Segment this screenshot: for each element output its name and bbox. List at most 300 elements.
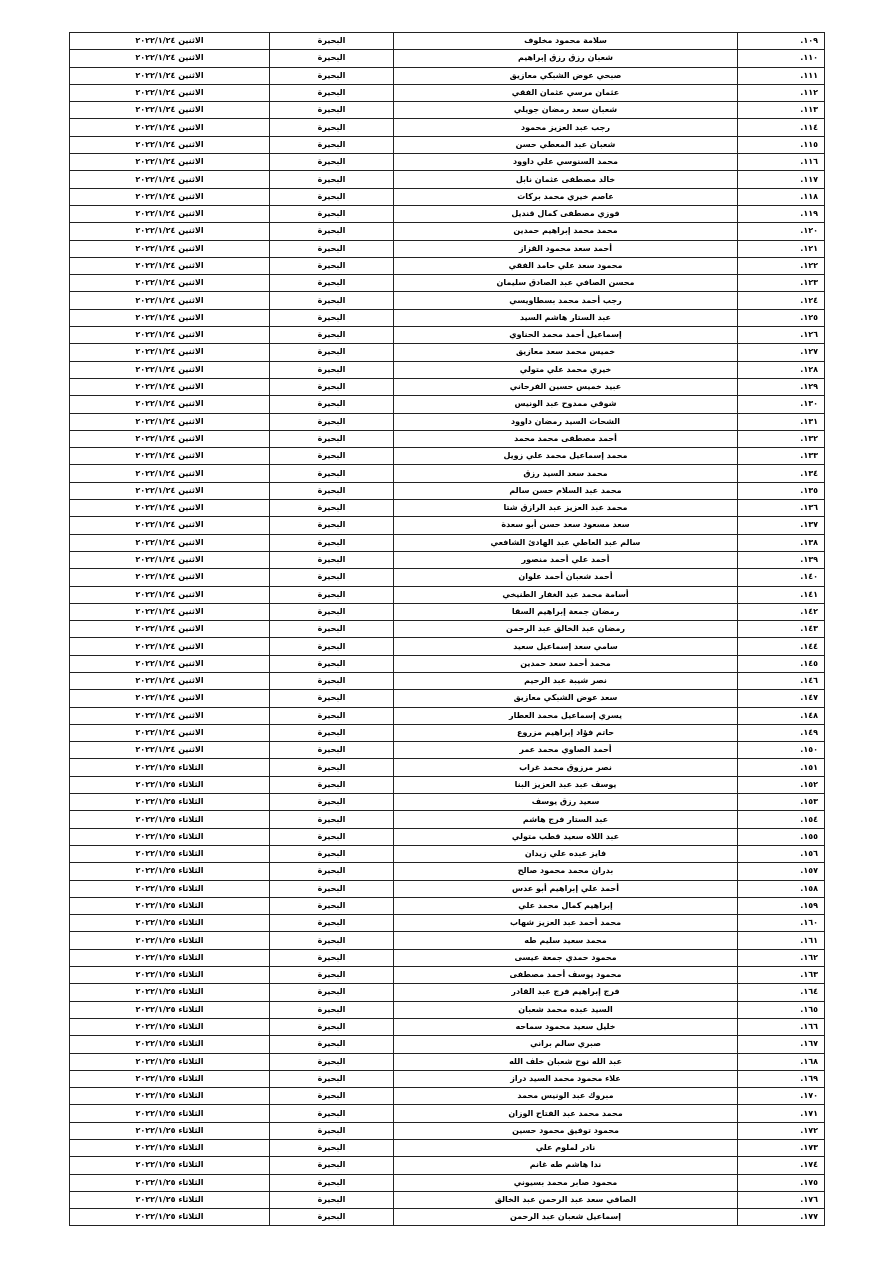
governorate-cell: البحيرة: [270, 257, 394, 274]
serial-number-cell: ١٦٩.: [738, 1070, 825, 1087]
governorate-cell: البحيرة: [270, 534, 394, 551]
governorate-cell: البحيرة: [270, 569, 394, 586]
table-row: [70, 551, 825, 568]
table-row: [70, 448, 825, 465]
date-cell: الثلاثاء ٢٠٢٢/١/٢٥: [70, 1053, 270, 1070]
serial-number-cell: ١٣١.: [738, 413, 825, 430]
serial-number-cell: ١٤١.: [738, 586, 825, 603]
date-cell: الاثنين ٢٠٢٢/١/٢٤: [70, 102, 270, 119]
serial-number-cell: ١٥٧.: [738, 863, 825, 880]
governorate-cell: البحيرة: [270, 344, 394, 361]
table-row: [70, 67, 825, 84]
name-cell: نادر لملوم علي: [394, 1140, 738, 1157]
table-row: [70, 396, 825, 413]
name-cell: يسري إسماعيل محمد العطار: [394, 707, 738, 724]
serial-number-cell: ١٦٤.: [738, 984, 825, 1001]
name-cell: محمد السنوسي علي داوود: [394, 154, 738, 171]
date-cell: الاثنين ٢٠٢٢/١/٢٤: [70, 724, 270, 741]
governorate-cell: البحيرة: [270, 171, 394, 188]
name-cell: شعبان عبد المعطي حسن: [394, 136, 738, 153]
name-cell: عبد الله نوح شعبان خلف الله: [394, 1053, 738, 1070]
date-cell: الاثنين ٢٠٢٢/١/٢٤: [70, 396, 270, 413]
governorate-cell: البحيرة: [270, 136, 394, 153]
serial-number-cell: ١٢٨.: [738, 361, 825, 378]
name-cell: محسن الصافي عبد الصادق سليمان: [394, 275, 738, 292]
date-cell: الاثنين ٢٠٢٢/١/٢٤: [70, 50, 270, 67]
table-row: [70, 136, 825, 153]
governorate-cell: البحيرة: [270, 465, 394, 482]
date-cell: الثلاثاء ٢٠٢٢/١/٢٥: [70, 1070, 270, 1087]
table-row: [70, 33, 825, 50]
table-row: [70, 500, 825, 517]
date-cell: الثلاثاء ٢٠٢٢/١/٢٥: [70, 1140, 270, 1157]
table-row: [70, 378, 825, 395]
date-cell: الاثنين ٢٠٢٢/١/٢٤: [70, 84, 270, 101]
serial-number-cell: ١٣٣.: [738, 448, 825, 465]
serial-number-cell: ١٦٧.: [738, 1036, 825, 1053]
table-row: [70, 154, 825, 171]
table-row: [70, 50, 825, 67]
date-cell: الاثنين ٢٠٢٢/١/٢٤: [70, 465, 270, 482]
serial-number-cell: ١٣٠.: [738, 396, 825, 413]
date-cell: الاثنين ٢٠٢٢/١/٢٤: [70, 136, 270, 153]
name-cell: بدران محمد محمود صالح: [394, 863, 738, 880]
name-cell: محمد عبد العزيز عبد الرازق شتا: [394, 500, 738, 517]
table-row: [70, 257, 825, 274]
name-cell: محمد إسماعيل محمد علي زويل: [394, 448, 738, 465]
date-cell: الثلاثاء ٢٠٢٢/١/٢٥: [70, 759, 270, 776]
date-cell: الثلاثاء ٢٠٢٢/١/٢٥: [70, 1174, 270, 1191]
serial-number-cell: ١٣٨.: [738, 534, 825, 551]
name-cell: نصر مرزوق محمد غراب: [394, 759, 738, 776]
serial-number-cell: ١٤٢.: [738, 603, 825, 620]
table-row: [70, 1036, 825, 1053]
table-row: [70, 205, 825, 222]
serial-number-cell: ١٥٦.: [738, 845, 825, 862]
table-row: [70, 327, 825, 344]
table-row: [70, 1174, 825, 1191]
date-cell: الاثنين ٢٠٢٢/١/٢٤: [70, 586, 270, 603]
table-row: [70, 171, 825, 188]
governorate-cell: البحيرة: [270, 724, 394, 741]
date-cell: الثلاثاء ٢٠٢٢/١/٢٥: [70, 1018, 270, 1035]
governorate-cell: البحيرة: [270, 1191, 394, 1208]
table-row: [70, 742, 825, 759]
table-row: [70, 690, 825, 707]
governorate-cell: البحيرة: [270, 967, 394, 984]
serial-number-cell: ١٢٥.: [738, 309, 825, 326]
name-cell: الصافي سعد عبد الرحمن عبد الخالق: [394, 1191, 738, 1208]
date-cell: الاثنين ٢٠٢٢/١/٢٤: [70, 690, 270, 707]
table-row: [70, 880, 825, 897]
governorate-cell: البحيرة: [270, 309, 394, 326]
serial-number-cell: ١٦٦.: [738, 1018, 825, 1035]
name-cell: عبد الستار فرج هاشم: [394, 811, 738, 828]
governorate-cell: البحيرة: [270, 828, 394, 845]
date-cell: الاثنين ٢٠٢٢/١/٢٤: [70, 188, 270, 205]
governorate-cell: البحيرة: [270, 517, 394, 534]
name-cell: محمد سعد السيد رزق: [394, 465, 738, 482]
name-cell: أحمد الصاوي محمد عمر: [394, 742, 738, 759]
governorate-cell: البحيرة: [270, 690, 394, 707]
date-cell: الثلاثاء ٢٠٢٢/١/٢٥: [70, 932, 270, 949]
name-cell: محمد أحمد عبد العزيز شهاب: [394, 915, 738, 932]
governorate-cell: البحيرة: [270, 949, 394, 966]
date-cell: الثلاثاء ٢٠٢٢/١/٢٥: [70, 949, 270, 966]
date-cell: الاثنين ٢٠٢٢/١/٢٤: [70, 119, 270, 136]
table-row: [70, 517, 825, 534]
serial-number-cell: ١٤٤.: [738, 638, 825, 655]
name-cell: خليل سعيد محمود سماحه: [394, 1018, 738, 1035]
name-cell: محمود حمدي جمعة عيسى: [394, 949, 738, 966]
table-row: [70, 984, 825, 1001]
date-cell: الثلاثاء ٢٠٢٢/١/٢٥: [70, 880, 270, 897]
name-cell: سعد مسعود سعد حسن أبو سعدة: [394, 517, 738, 534]
date-cell: الثلاثاء ٢٠٢٢/١/٢٥: [70, 1122, 270, 1139]
governorate-cell: البحيرة: [270, 102, 394, 119]
governorate-cell: البحيرة: [270, 119, 394, 136]
serial-number-cell: ١٣٥.: [738, 482, 825, 499]
date-cell: الثلاثاء ٢٠٢٢/١/٢٥: [70, 1209, 270, 1226]
name-cell: محمد سعيد سليم طه: [394, 932, 738, 949]
date-cell: الاثنين ٢٠٢٢/١/٢٤: [70, 361, 270, 378]
governorate-cell: البحيرة: [270, 1001, 394, 1018]
governorate-cell: البحيرة: [270, 863, 394, 880]
name-cell: فايز عبده علي زيدان: [394, 845, 738, 862]
date-cell: الاثنين ٢٠٢٢/١/٢٤: [70, 500, 270, 517]
governorate-cell: البحيرة: [270, 188, 394, 205]
serial-number-cell: ١٧٥.: [738, 1174, 825, 1191]
table-row: [70, 1001, 825, 1018]
table-row: [70, 1140, 825, 1157]
serial-number-cell: ١١٩.: [738, 205, 825, 222]
serial-number-cell: ١٢٦.: [738, 327, 825, 344]
table-row: [70, 1122, 825, 1139]
date-cell: الثلاثاء ٢٠٢٢/١/٢٥: [70, 1036, 270, 1053]
name-cell: صبحي عوض الشبكي معازيق: [394, 67, 738, 84]
table-row: [70, 569, 825, 586]
table-row: [70, 967, 825, 984]
name-cell: سامي سعد إسماعيل سعيد: [394, 638, 738, 655]
name-cell: علاء محمود محمد السيد دراز: [394, 1070, 738, 1087]
table-row: [70, 621, 825, 638]
governorate-cell: البحيرة: [270, 707, 394, 724]
name-cell: سعد عوض الشبكي معازيق: [394, 690, 738, 707]
date-cell: الاثنين ٢٠٢٢/١/٢٤: [70, 707, 270, 724]
name-cell: مبروك عبد الونيس محمد: [394, 1088, 738, 1105]
name-cell: محمد أحمد سعد حمدين: [394, 655, 738, 672]
table-row: [70, 586, 825, 603]
serial-number-cell: ١١٤.: [738, 119, 825, 136]
governorate-cell: البحيرة: [270, 1105, 394, 1122]
serial-number-cell: ١٢١.: [738, 240, 825, 257]
governorate-cell: البحيرة: [270, 672, 394, 689]
serial-number-cell: ١١١.: [738, 67, 825, 84]
date-cell: الاثنين ٢٠٢٢/١/٢٤: [70, 309, 270, 326]
serial-number-cell: ١١٥.: [738, 136, 825, 153]
name-cell: خميس محمد سعد معازيق: [394, 344, 738, 361]
governorate-cell: البحيرة: [270, 845, 394, 862]
name-cell: السيد عبده محمد شعبان: [394, 1001, 738, 1018]
table-row: [70, 482, 825, 499]
governorate-cell: البحيرة: [270, 205, 394, 222]
table-row: [70, 84, 825, 101]
governorate-cell: البحيرة: [270, 1036, 394, 1053]
serial-number-cell: ١٢٧.: [738, 344, 825, 361]
name-cell: حاتم فؤاد إبراهيم مزروع: [394, 724, 738, 741]
date-cell: الثلاثاء ٢٠٢٢/١/٢٥: [70, 897, 270, 914]
serial-number-cell: ١٢٠.: [738, 223, 825, 240]
governorate-cell: البحيرة: [270, 84, 394, 101]
table-row: [70, 672, 825, 689]
table-row: [70, 1018, 825, 1035]
table-row: [70, 776, 825, 793]
date-cell: الاثنين ٢٠٢٢/١/٢٤: [70, 603, 270, 620]
date-cell: الاثنين ٢٠٢٢/١/٢٤: [70, 344, 270, 361]
date-cell: الاثنين ٢٠٢٢/١/٢٤: [70, 154, 270, 171]
date-cell: الثلاثاء ٢٠٢٢/١/٢٥: [70, 776, 270, 793]
serial-number-cell: ١٤٨.: [738, 707, 825, 724]
date-cell: الثلاثاء ٢٠٢٢/١/٢٥: [70, 1088, 270, 1105]
table-row: [70, 534, 825, 551]
date-cell: الثلاثاء ٢٠٢٢/١/٢٥: [70, 967, 270, 984]
name-cell: فوزي مصطفى كمال قنديل: [394, 205, 738, 222]
name-cell: إسماعيل شعبان عبد الرحمن: [394, 1209, 738, 1226]
table-row: [70, 292, 825, 309]
date-cell: الاثنين ٢٠٢٢/١/٢٤: [70, 33, 270, 50]
date-cell: الثلاثاء ٢٠٢٢/١/٢٥: [70, 1157, 270, 1174]
serial-number-cell: ١٥٠.: [738, 742, 825, 759]
table-row: [70, 240, 825, 257]
governorate-cell: البحيرة: [270, 223, 394, 240]
governorate-cell: البحيرة: [270, 586, 394, 603]
table-row: [70, 915, 825, 932]
name-cell: إسماعيل أحمد محمد الحناوي: [394, 327, 738, 344]
table-row: [70, 828, 825, 845]
date-cell: الاثنين ٢٠٢٢/١/٢٤: [70, 534, 270, 551]
table-row: [70, 949, 825, 966]
table-row: [70, 361, 825, 378]
table-row: [70, 275, 825, 292]
name-cell: رمضان جمعة إبراهيم السقا: [394, 603, 738, 620]
name-cell: محمود يوسف أحمد مصطفى: [394, 967, 738, 984]
name-cell: شوقي ممدوح عبد الونيس: [394, 396, 738, 413]
table-row: [70, 932, 825, 949]
serial-number-cell: ١٤٦.: [738, 672, 825, 689]
governorate-cell: البحيرة: [270, 1209, 394, 1226]
table-row: [70, 102, 825, 119]
governorate-cell: البحيرة: [270, 240, 394, 257]
name-cell: الشحات السيد رمضان داوود: [394, 413, 738, 430]
date-cell: الثلاثاء ٢٠٢٢/١/٢٥: [70, 845, 270, 862]
name-cell: خالد مصطفى عثمان نابل: [394, 171, 738, 188]
date-cell: الاثنين ٢٠٢٢/١/٢٤: [70, 292, 270, 309]
governorate-cell: البحيرة: [270, 378, 394, 395]
governorate-cell: البحيرة: [270, 915, 394, 932]
serial-number-cell: ١٣٧.: [738, 517, 825, 534]
date-cell: الاثنين ٢٠٢٢/١/٢٤: [70, 223, 270, 240]
governorate-cell: البحيرة: [270, 327, 394, 344]
serial-number-cell: ١١٢.: [738, 84, 825, 101]
date-cell: الاثنين ٢٠٢٢/١/٢٤: [70, 655, 270, 672]
name-cell: محمد عبد السلام حسن سالم: [394, 482, 738, 499]
serial-number-cell: ١٧٤.: [738, 1157, 825, 1174]
date-cell: الثلاثاء ٢٠٢٢/١/٢٥: [70, 811, 270, 828]
date-cell: الاثنين ٢٠٢٢/١/٢٤: [70, 171, 270, 188]
serial-number-cell: ١٤٠.: [738, 569, 825, 586]
serial-number-cell: ١٥٩.: [738, 897, 825, 914]
name-cell: شعبان رزق رزق إبراهيم: [394, 50, 738, 67]
table-row: [70, 1070, 825, 1087]
serial-number-cell: ١٣٤.: [738, 465, 825, 482]
serial-number-cell: ١٦٠.: [738, 915, 825, 932]
governorate-cell: البحيرة: [270, 932, 394, 949]
governorate-cell: البحيرة: [270, 396, 394, 413]
serial-number-cell: ١٥٤.: [738, 811, 825, 828]
governorate-cell: البحيرة: [270, 154, 394, 171]
table-row: [70, 1053, 825, 1070]
governorate-cell: البحيرة: [270, 984, 394, 1001]
serial-number-cell: ١٢٢.: [738, 257, 825, 274]
name-cell: أحمد شعبان أحمد علوان: [394, 569, 738, 586]
name-cell: سالم عبد العاطي عبد الهادئ الشافعي: [394, 534, 738, 551]
serial-number-cell: ١٧٧.: [738, 1209, 825, 1226]
governorate-cell: البحيرة: [270, 275, 394, 292]
serial-number-cell: ١٥٢.: [738, 776, 825, 793]
governorate-cell: البحيرة: [270, 621, 394, 638]
table-row: [70, 863, 825, 880]
serial-number-cell: ١٧٠.: [738, 1088, 825, 1105]
name-cell: يوسف عبد عبد العزيز البنا: [394, 776, 738, 793]
table-row: [70, 344, 825, 361]
name-cell: رجب عبد العزيز محمود: [394, 119, 738, 136]
governorate-cell: البحيرة: [270, 638, 394, 655]
serial-number-cell: ١٦٥.: [738, 1001, 825, 1018]
governorate-cell: البحيرة: [270, 1140, 394, 1157]
name-cell: ندا هاشم طه غانم: [394, 1157, 738, 1174]
serial-number-cell: ١٥٨.: [738, 880, 825, 897]
table-row: [70, 188, 825, 205]
serial-number-cell: ١٦٨.: [738, 1053, 825, 1070]
governorate-cell: البحيرة: [270, 811, 394, 828]
name-cell: صبري سالم براني: [394, 1036, 738, 1053]
governorate-cell: البحيرة: [270, 361, 394, 378]
name-cell: محمود صابر محمد بسيوني: [394, 1174, 738, 1191]
serial-number-cell: ١٦٢.: [738, 949, 825, 966]
date-cell: الاثنين ٢٠٢٢/١/٢٤: [70, 621, 270, 638]
table-row: [70, 223, 825, 240]
name-cell: سعيد رزق يوسف: [394, 794, 738, 811]
table-row: [70, 759, 825, 776]
serial-number-cell: ١٤٩.: [738, 724, 825, 741]
governorate-cell: البحيرة: [270, 759, 394, 776]
date-cell: الاثنين ٢٠٢٢/١/٢٤: [70, 378, 270, 395]
serial-number-cell: ١٣٢.: [738, 430, 825, 447]
table-row: [70, 413, 825, 430]
date-cell: الاثنين ٢٠٢٢/١/٢٤: [70, 638, 270, 655]
date-cell: الاثنين ٢٠٢٢/١/٢٤: [70, 482, 270, 499]
serial-number-cell: ١٦٣.: [738, 967, 825, 984]
table-row: [70, 430, 825, 447]
table-row: [70, 1191, 825, 1208]
governorate-cell: البحيرة: [270, 776, 394, 793]
serial-number-cell: ١٤٣.: [738, 621, 825, 638]
date-cell: الاثنين ٢٠٢٢/١/٢٤: [70, 205, 270, 222]
date-cell: الاثنين ٢٠٢٢/١/٢٤: [70, 413, 270, 430]
name-cell: عبيد خميس حسين الفرحاني: [394, 378, 738, 395]
date-cell: الاثنين ٢٠٢٢/١/٢٤: [70, 742, 270, 759]
name-cell: فرج إبراهيم فرج عبد القادر: [394, 984, 738, 1001]
serial-number-cell: ١٢٣.: [738, 275, 825, 292]
governorate-cell: البحيرة: [270, 482, 394, 499]
governorate-cell: البحيرة: [270, 794, 394, 811]
serial-number-cell: ١٢٩.: [738, 378, 825, 395]
serial-number-cell: ١٦١.: [738, 932, 825, 949]
governorate-cell: البحيرة: [270, 1088, 394, 1105]
name-cell: نصر شيبة عبد الرحيم: [394, 672, 738, 689]
name-cell: أحمد سعد محمود القزاز: [394, 240, 738, 257]
table-row: [70, 655, 825, 672]
serial-number-cell: ١٧١.: [738, 1105, 825, 1122]
table-row: [70, 1105, 825, 1122]
governorate-cell: البحيرة: [270, 1018, 394, 1035]
serial-number-cell: ١٧٣.: [738, 1140, 825, 1157]
governorate-cell: البحيرة: [270, 1070, 394, 1087]
table-row: [70, 603, 825, 620]
name-cell: سلامة محمود مخلوف: [394, 33, 738, 50]
date-cell: الثلاثاء ٢٠٢٢/١/٢٥: [70, 794, 270, 811]
governorate-cell: البحيرة: [270, 1053, 394, 1070]
date-cell: الاثنين ٢٠٢٢/١/٢٤: [70, 327, 270, 344]
governorate-cell: البحيرة: [270, 448, 394, 465]
date-cell: الاثنين ٢٠٢٢/١/٢٤: [70, 275, 270, 292]
date-cell: الاثنين ٢٠٢٢/١/٢٤: [70, 569, 270, 586]
table-row: [70, 465, 825, 482]
name-cell: أحمد علي أحمد منصور: [394, 551, 738, 568]
governorate-cell: البحيرة: [270, 50, 394, 67]
name-cell: محمد محمد إبراهيم حمدين: [394, 223, 738, 240]
date-cell: الاثنين ٢٠٢٢/١/٢٤: [70, 448, 270, 465]
serial-number-cell: ١٤٥.: [738, 655, 825, 672]
governorate-cell: البحيرة: [270, 1174, 394, 1191]
date-cell: الثلاثاء ٢٠٢٢/١/٢٥: [70, 1001, 270, 1018]
serial-number-cell: ١١٧.: [738, 171, 825, 188]
name-cell: إبراهيم كمال محمد علي: [394, 897, 738, 914]
table-row: [70, 1088, 825, 1105]
governorate-cell: البحيرة: [270, 292, 394, 309]
table-row: [70, 707, 825, 724]
date-cell: الثلاثاء ٢٠٢٢/١/٢٥: [70, 863, 270, 880]
table-row: [70, 119, 825, 136]
date-cell: الثلاثاء ٢٠٢٢/١/٢٥: [70, 984, 270, 1001]
name-cell: أحمد علي إبراهيم أبو عدس: [394, 880, 738, 897]
governorate-cell: البحيرة: [270, 603, 394, 620]
table-row: [70, 794, 825, 811]
serial-number-cell: ١٧٢.: [738, 1122, 825, 1139]
date-cell: الثلاثاء ٢٠٢٢/١/٢٥: [70, 1191, 270, 1208]
name-cell: عثمان مرسي عثمان الفقي: [394, 84, 738, 101]
roster-table: [69, 32, 825, 1226]
name-cell: رمضان عبد الخالق عبد الرحمن: [394, 621, 738, 638]
name-cell: عبد الستار هاشم السيد: [394, 309, 738, 326]
serial-number-cell: ١١٨.: [738, 188, 825, 205]
name-cell: أسامة محمد عبد الغفار الطنيخي: [394, 586, 738, 603]
serial-number-cell: ١٥٥.: [738, 828, 825, 845]
date-cell: الاثنين ٢٠٢٢/١/٢٤: [70, 517, 270, 534]
date-cell: الاثنين ٢٠٢٢/١/٢٤: [70, 551, 270, 568]
governorate-cell: البحيرة: [270, 897, 394, 914]
serial-number-cell: ١٥١.: [738, 759, 825, 776]
